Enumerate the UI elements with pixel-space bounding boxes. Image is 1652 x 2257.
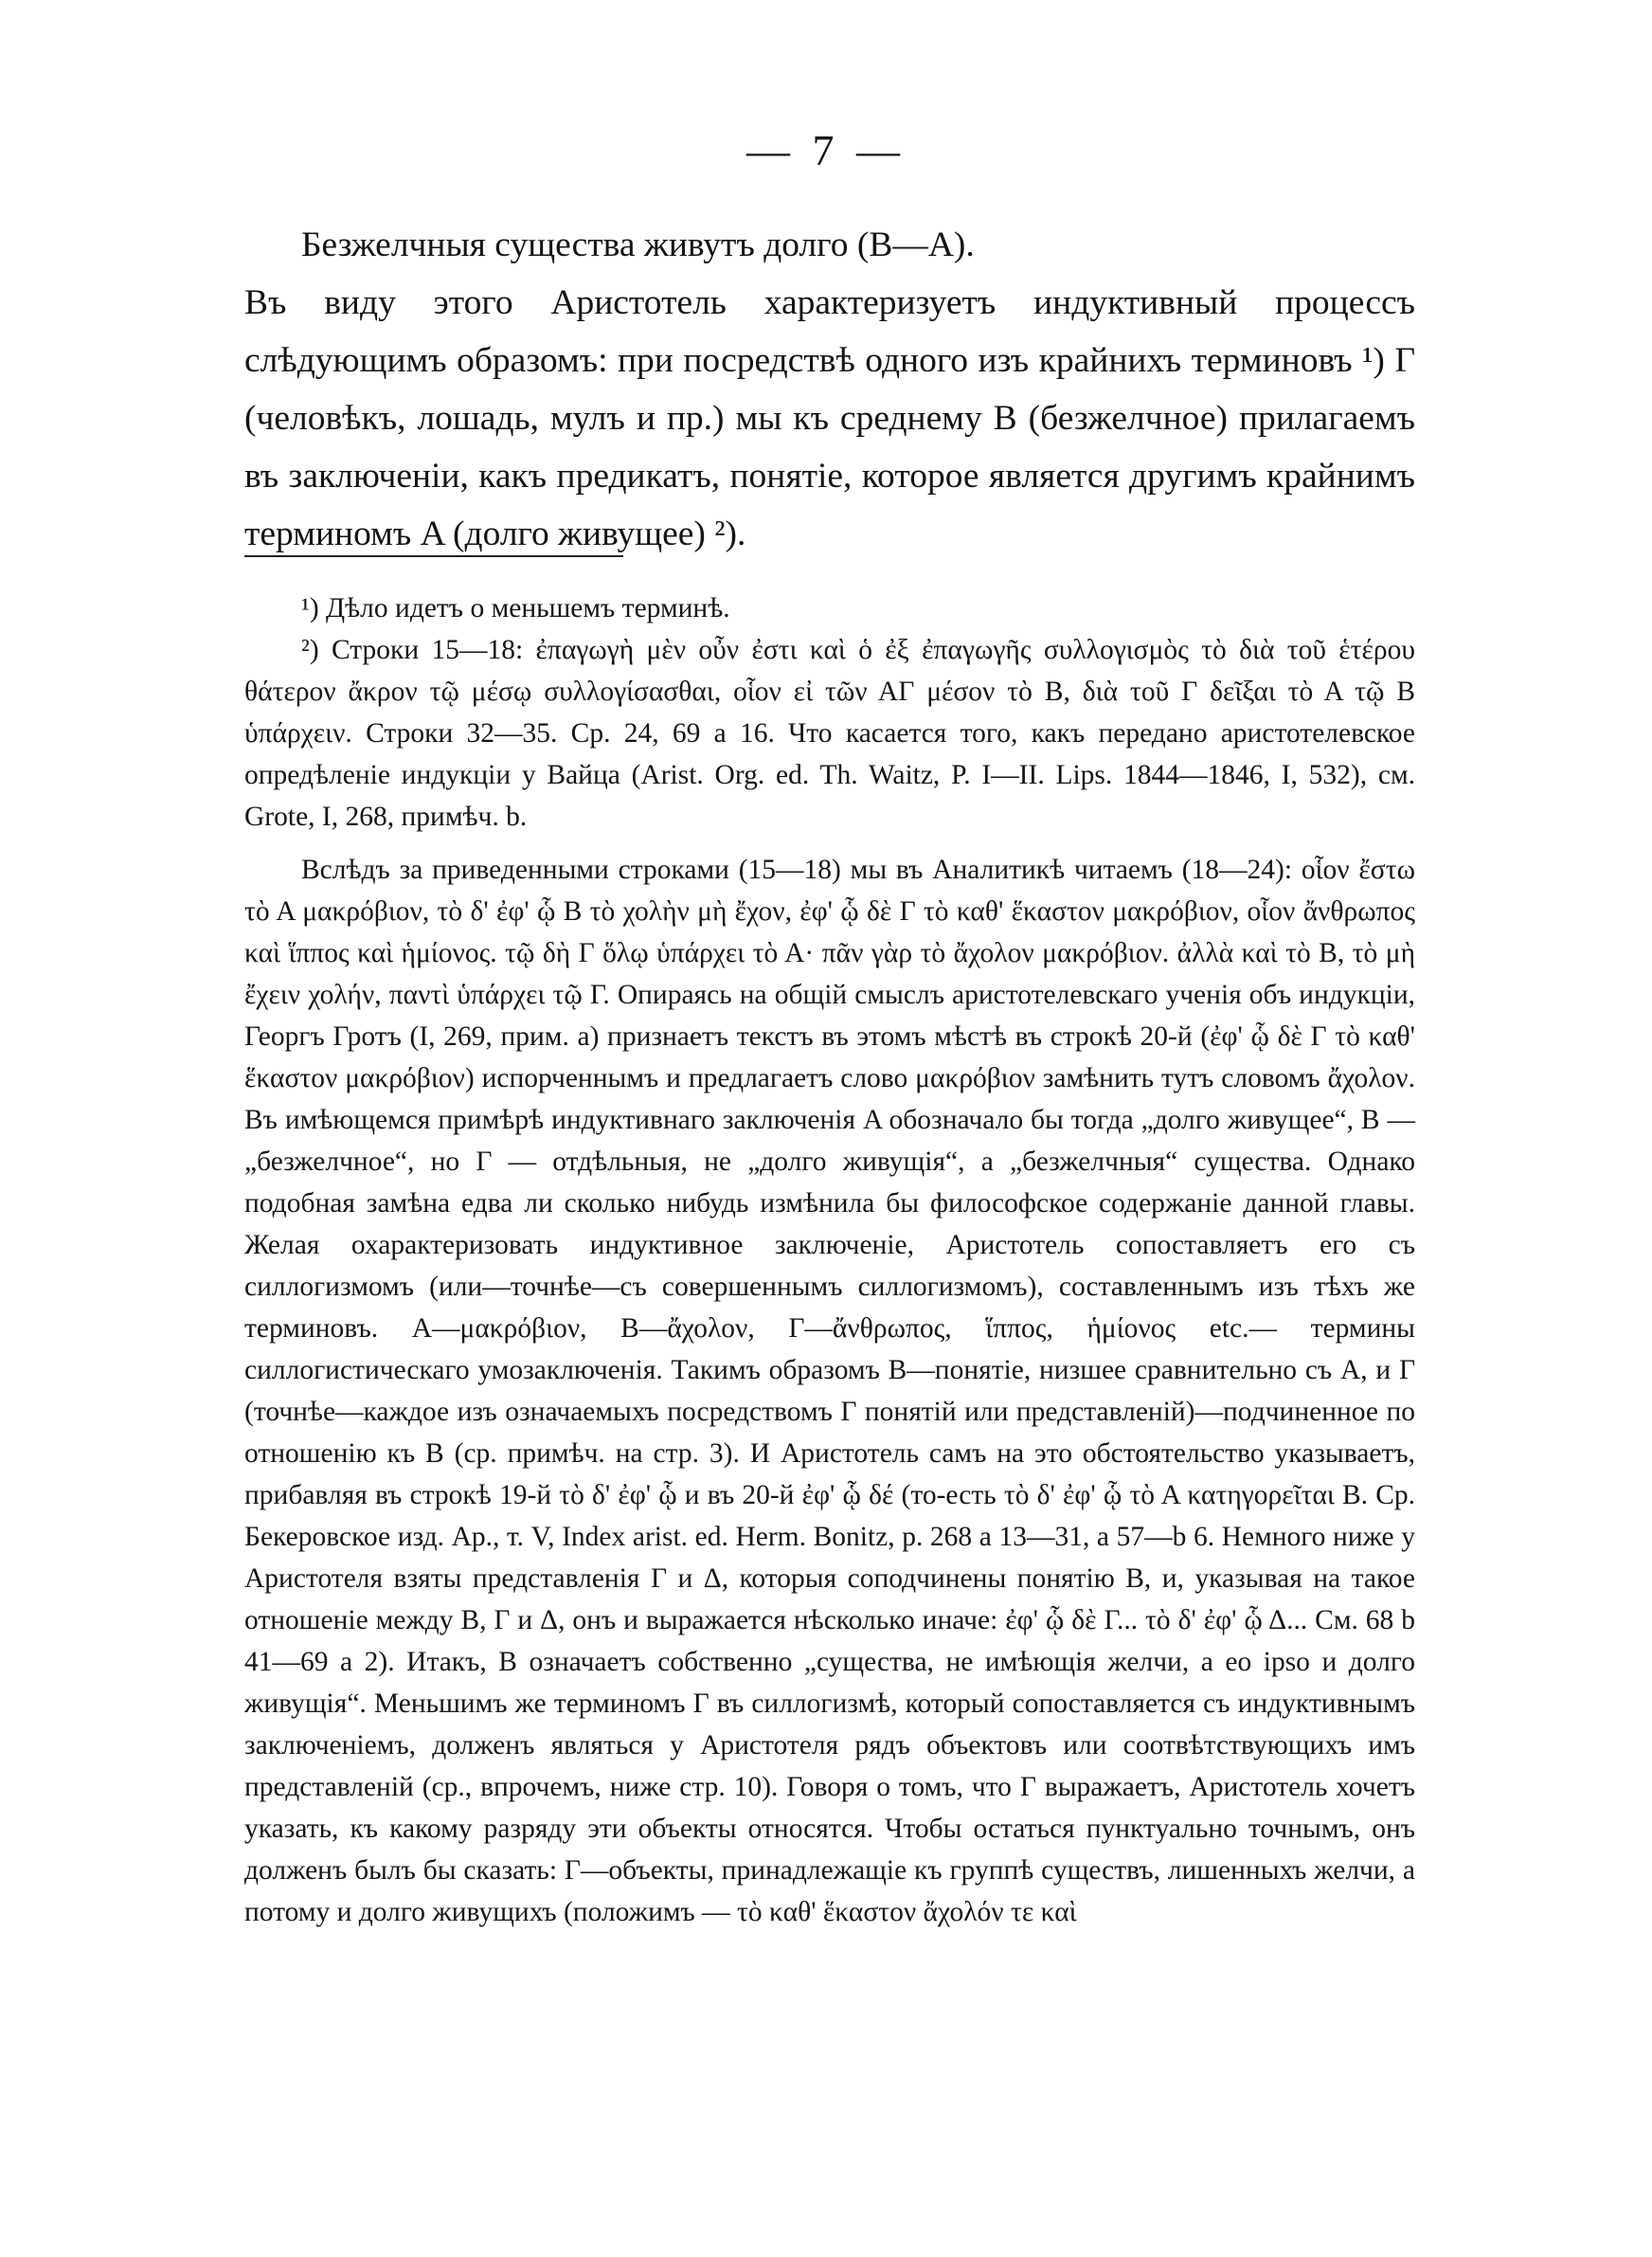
footnote-2: ²) Строки 15—18: ἐπαγωγὴ μὲν οὖν ἐστι καὶ ὁ ἐξ ἐπαγωγῆς συλλογισμὸς τὸ διὰ τοῦ ἑτέρου θάτερον ἄκρον τῷ μέσῳ συλλογίσασθαι, οἷον εἰ τῶν ΑΓ μέσον τὸ Β, διὰ τοῦ Γ δεῖξαι τὸ Α τῷ Β ὑπάρχειν. Строки 32—35. Ср. 24, 69 а 16. Что касается того, какъ передано аристотелевское опредѣленіе индукціи у Вайца (Arist. Org. ed. Th. Waitz, P. I—II. Lips. 1844—1846, I, 532), см. Grote, I, 268, примѣч. b. xyxy=(244,635,1415,832)
page-number: — 7 — xyxy=(746,126,906,174)
footnote-separator xyxy=(244,555,623,557)
footnote-2-continued: Вслѣдъ за приведенными строками (15—18) мы въ Аналитикѣ читаемъ (18—24): οἷον ἔστω τὸ Α μακρόβιον, τὸ δ' ἐφ' ᾧ Β τὸ χολὴν μὴ ἔχον, ἐφ' ᾧ δὲ Γ τὸ καθ' ἕκαστον μακρόβιον, οἷον ἄνθρωπος καὶ ἵππος καὶ ἡμίονος. τῷ δὴ Γ ὅλῳ ὑπάρχει τὸ Α· πᾶν γὰρ τὸ ἄχολον μακρόβιον. ἀλλὰ καὶ τὸ Β, τὸ μὴ ἔχειν χολήν, παντὶ ὑπάρχει τῷ Γ. Опираясь на общій смыслъ аристотелевскаго ученія объ индукціи, Георгъ Гротъ (I, 269, прим. а) признаетъ текстъ въ этомъ мѣстѣ въ строкѣ 20-й (ἐφ' ᾧ δὲ Γ τὸ καθ' ἕκαστον μακρόβιον) испорченнымъ и предлагаетъ слово μακρόβιον замѣнить тутъ словомъ ἄχολον. Въ имѣющемся примѣрѣ индуктивнаго заключенія A обозначало бы тогда „долго живущее“, B — „безжелчное“, но Γ — отдѣльныя, не „долго живущія“, а „безжелчныя“ существа. Однако подобная замѣна едва ли сколько нибудь измѣнила бы философское содержаніе данной главы. Желая охарактеризовать индуктивное заключеніе, Аристотель сопоставляетъ его съ силлогизмомъ (или—точнѣе—съ совершеннымъ силлогизмомъ), составленнымъ изъ тѣхъ же терминовъ. A—μακρόβιον, B—ἄχολον, Γ—ἄνθρωπος, ἵππος, ἡμίονος etc.— термины силлогистическаго умозаключенія. Такимъ образомъ B—понятіе, низшее сравнительно съ A, и Γ (точнѣе—каждое изъ означаемыхъ посредствомъ Γ понятій или представленій)—подчиненное по отношенію къ B (ср. примѣч. на стр. 3). И Аристотель самъ на это обстоятельство указываетъ, прибавляя въ строкѣ 19-й τὸ δ' ἐφ' ᾧ и въ 20-й ἐφ' ᾧ δέ (то-есть τὸ δ' ἐφ' ᾧ τὸ Α κατηγορεῖται Β. Ср. Бекеровское изд. Ар., т. V, Index arist. ed. Herm. Bonitz, p. 268 a 13—31, a 57—b 6. Немного ниже у Аристотеля взяты представленія Γ и Δ, которыя соподчинены понятію B, и, указывая на такое отношеніе между B, Γ и Δ, онъ и выражается нѣсколько иначе: ἐφ' ᾧ δὲ Γ... τὸ δ' ἐφ' ᾧ Δ... См. 68 b 41—69 a 2). Итакъ, B означаетъ собственно „существа, не имѣющія желчи, а eo ipso и долго живущія“. Меньшимъ же терминомъ Γ въ силлогизмѣ, который сопоставляется съ индуктивнымъ заключеніемъ, долженъ являться у Аристотеля рядъ объектовъ или соотвѣтствующихъ имъ представленій (ср., впрочемъ, ниже стр. 10). Говоря о томъ, что Γ выражаетъ, Аристотель хочетъ указать, къ какому разряду эти объекты относятся. Чтобы остаться пунктуально точнымъ, онъ долженъ былъ бы сказать: Γ—объекты, принадлежащіе къ группѣ существъ, лишенныхъ желчи, а потому и долго живущихъ (положимъ — τὸ καθ' ἕκαστον ἄχολόν τε καὶ xyxy=(244,855,1415,1927)
footnote-1: ¹) Дѣло идетъ о меньшемъ терминѣ. xyxy=(301,593,730,623)
footnotes-block xyxy=(244,587,1415,1933)
main-text-paragraph: Въ виду этого Аристотель характеризуетъ индуктивный процессъ слѣдующимъ образомъ: при посредствѣ одного изъ крайнихъ терминовъ ¹) Γ (человѣкъ, лошадь, мулъ и пр.) мы къ среднему B (безжелчное) прилагаемъ въ заключеніи, какъ предикатъ, понятіе, которое является другимъ крайнимъ терминомъ A (долго живущее) ²). xyxy=(244,283,1415,553)
main-text-line-1: Безжелчныя существа живутъ долго (B—A). xyxy=(301,226,975,264)
main-text-block xyxy=(244,216,1415,563)
